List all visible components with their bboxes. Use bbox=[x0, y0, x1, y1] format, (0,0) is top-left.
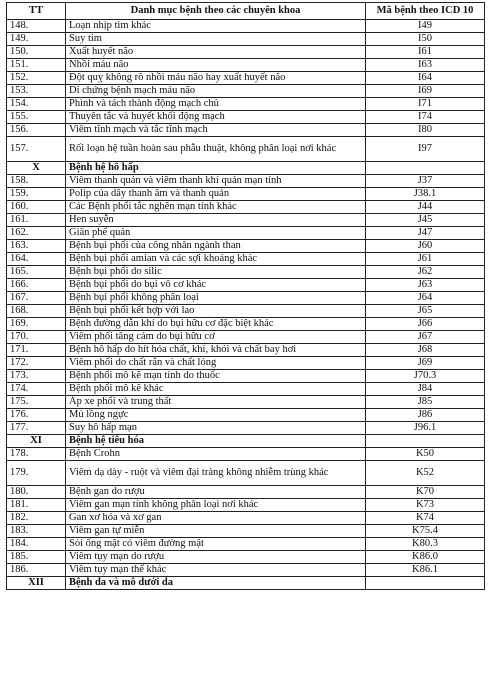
row-number: 159. bbox=[7, 188, 66, 201]
row-number: 155. bbox=[7, 111, 66, 124]
icd-code: J64 bbox=[366, 292, 485, 305]
disease-name: Bệnh Crohn bbox=[66, 448, 366, 461]
disease-name: Bệnh bụi phổi kết hợp với lao bbox=[66, 305, 366, 318]
icd-code: K86.0 bbox=[366, 551, 485, 564]
row-number: XII bbox=[7, 577, 66, 590]
table-row bbox=[7, 59, 485, 72]
icd-code: J60 bbox=[366, 240, 485, 253]
table-row bbox=[7, 188, 485, 201]
table-row bbox=[7, 396, 485, 409]
document-page bbox=[6, 2, 484, 590]
disease-name: Bệnh bụi phổi không phân loại bbox=[66, 292, 366, 305]
icd-code: J69 bbox=[366, 357, 485, 370]
table-row bbox=[7, 512, 485, 525]
table-row bbox=[7, 344, 485, 357]
disease-name: Viêm tụy mạn do rượu bbox=[66, 551, 366, 564]
icd-code: I61 bbox=[366, 46, 485, 59]
icd-disease-table bbox=[6, 2, 485, 590]
table-row bbox=[7, 357, 485, 370]
disease-name: Hen suyễn bbox=[66, 214, 366, 227]
icd-code: I80 bbox=[366, 124, 485, 137]
table-row bbox=[7, 370, 485, 383]
table-row bbox=[7, 486, 485, 499]
disease-name: Bệnh hệ tiêu hóa bbox=[66, 435, 366, 448]
row-number: 169. bbox=[7, 318, 66, 331]
row-number: X bbox=[7, 162, 66, 175]
row-number: 183. bbox=[7, 525, 66, 538]
row-number: 186. bbox=[7, 564, 66, 577]
disease-name: Suy tim bbox=[66, 33, 366, 46]
disease-name: Phình và tách thành động mạch chủ bbox=[66, 98, 366, 111]
icd-code: J62 bbox=[366, 266, 485, 279]
row-number: 163. bbox=[7, 240, 66, 253]
icd-code: I97 bbox=[366, 137, 485, 162]
row-number: 171. bbox=[7, 344, 66, 357]
table-row bbox=[7, 253, 485, 266]
table-row bbox=[7, 448, 485, 461]
icd-code: K50 bbox=[366, 448, 485, 461]
header-icd-code: Mã bệnh theo ICD 10 bbox=[366, 3, 485, 20]
icd-code bbox=[366, 435, 485, 448]
row-number: 156. bbox=[7, 124, 66, 137]
row-number: 150. bbox=[7, 46, 66, 59]
table-row bbox=[7, 564, 485, 577]
icd-code: K70 bbox=[366, 486, 485, 499]
table-row bbox=[7, 33, 485, 46]
icd-code: J65 bbox=[366, 305, 485, 318]
icd-code: I49 bbox=[366, 20, 485, 33]
table-row bbox=[7, 318, 485, 331]
table-row bbox=[7, 85, 485, 98]
icd-code: I50 bbox=[366, 33, 485, 46]
table-row bbox=[7, 422, 485, 435]
row-number: 181. bbox=[7, 499, 66, 512]
disease-name: Bệnh đường dẫn khí do bụi hữu cơ đặc biệt khác bbox=[66, 318, 366, 331]
table-row bbox=[7, 331, 485, 344]
row-number: 167. bbox=[7, 292, 66, 305]
table-row bbox=[7, 124, 485, 137]
disease-name: Viêm phổi do chất rắn và chất lỏng bbox=[66, 357, 366, 370]
icd-code: I69 bbox=[366, 85, 485, 98]
icd-code bbox=[366, 162, 485, 175]
icd-code: J37 bbox=[366, 175, 485, 188]
disease-name: Di chứng bệnh mạch máu não bbox=[66, 85, 366, 98]
disease-name: Loạn nhịp tim khác bbox=[66, 20, 366, 33]
table-row bbox=[7, 227, 485, 240]
icd-code: J96.1 bbox=[366, 422, 485, 435]
row-number: 173. bbox=[7, 370, 66, 383]
icd-code: J45 bbox=[366, 214, 485, 227]
section-row bbox=[7, 162, 485, 175]
disease-name: Bệnh phổi mô kẽ mạn tính do thuốc bbox=[66, 370, 366, 383]
row-number: 161. bbox=[7, 214, 66, 227]
disease-name: Đột quỵ không rõ nhồi máu não hay xuất huyết não bbox=[66, 72, 366, 85]
icd-code: J86 bbox=[366, 409, 485, 422]
disease-name: Giãn phế quản bbox=[66, 227, 366, 240]
table-row bbox=[7, 240, 485, 253]
disease-name: Xuất huyết não bbox=[66, 46, 366, 59]
row-number: 157. bbox=[7, 137, 66, 162]
disease-name: Viêm dạ dày - ruột và viêm đại tràng không nhiễm trùng khác bbox=[66, 461, 366, 486]
row-number: 179. bbox=[7, 461, 66, 486]
disease-name: Bệnh bụi phổi amian và các sợi khoáng khác bbox=[66, 253, 366, 266]
disease-name: Viêm tụy mạn thể khác bbox=[66, 564, 366, 577]
disease-name: Viêm gan mạn tính không phân loại nơi khác bbox=[66, 499, 366, 512]
table-row bbox=[7, 551, 485, 564]
table-row bbox=[7, 98, 485, 111]
table-row bbox=[7, 499, 485, 512]
row-number: 153. bbox=[7, 85, 66, 98]
disease-name: Sỏi ống mật có viêm đường mật bbox=[66, 538, 366, 551]
icd-code: J67 bbox=[366, 331, 485, 344]
table-row bbox=[7, 20, 485, 33]
icd-code: J85 bbox=[366, 396, 485, 409]
icd-code: J38.1 bbox=[366, 188, 485, 201]
icd-code: J61 bbox=[366, 253, 485, 266]
row-number: 185. bbox=[7, 551, 66, 564]
row-number: 178. bbox=[7, 448, 66, 461]
row-number: 166. bbox=[7, 279, 66, 292]
table-row bbox=[7, 111, 485, 124]
disease-name: Viêm gan tự miễn bbox=[66, 525, 366, 538]
row-number: 176. bbox=[7, 409, 66, 422]
row-number: XI bbox=[7, 435, 66, 448]
icd-code: J68 bbox=[366, 344, 485, 357]
disease-name: Mủ lồng ngực bbox=[66, 409, 366, 422]
table-header-row bbox=[7, 3, 485, 20]
row-number: 177. bbox=[7, 422, 66, 435]
table-row bbox=[7, 175, 485, 188]
table-row bbox=[7, 279, 485, 292]
section-row bbox=[7, 577, 485, 590]
table-row bbox=[7, 409, 485, 422]
row-number: 184. bbox=[7, 538, 66, 551]
table-row bbox=[7, 214, 485, 227]
table-row bbox=[7, 266, 485, 279]
icd-code: K86.1 bbox=[366, 564, 485, 577]
row-number: 175. bbox=[7, 396, 66, 409]
row-number: 148. bbox=[7, 20, 66, 33]
icd-code: I63 bbox=[366, 59, 485, 72]
section-row bbox=[7, 435, 485, 448]
icd-code: I71 bbox=[366, 98, 485, 111]
disease-name: Áp xe phổi và trung thất bbox=[66, 396, 366, 409]
row-number: 182. bbox=[7, 512, 66, 525]
icd-code: J66 bbox=[366, 318, 485, 331]
table-row bbox=[7, 137, 485, 162]
row-number: 174. bbox=[7, 383, 66, 396]
icd-code: J84 bbox=[366, 383, 485, 396]
disease-name: Nhồi máu não bbox=[66, 59, 366, 72]
row-number: 162. bbox=[7, 227, 66, 240]
table-row bbox=[7, 201, 485, 214]
table-row bbox=[7, 46, 485, 59]
row-number: 168. bbox=[7, 305, 66, 318]
icd-code: J47 bbox=[366, 227, 485, 240]
icd-code: I64 bbox=[366, 72, 485, 85]
disease-name: Viêm phổi tăng cảm do bụi hữu cơ bbox=[66, 331, 366, 344]
disease-name: Polip của dây thanh âm và thanh quản bbox=[66, 188, 366, 201]
icd-code: J63 bbox=[366, 279, 485, 292]
row-number: 172. bbox=[7, 357, 66, 370]
row-number: 164. bbox=[7, 253, 66, 266]
icd-code: K80.3 bbox=[366, 538, 485, 551]
disease-name: Viêm thanh quản và viêm thanh khí quản mạn tính bbox=[66, 175, 366, 188]
header-disease-list: Danh mục bệnh theo các chuyên khoa bbox=[66, 3, 366, 20]
row-number: 165. bbox=[7, 266, 66, 279]
row-number: 160. bbox=[7, 201, 66, 214]
table-row bbox=[7, 461, 485, 486]
icd-code: K74 bbox=[366, 512, 485, 525]
icd-code: J70.3 bbox=[366, 370, 485, 383]
header-tt: TT bbox=[7, 3, 66, 20]
disease-name: Bệnh bụi phổi do bụi vô cơ khác bbox=[66, 279, 366, 292]
disease-name: Bệnh gan do rượu bbox=[66, 486, 366, 499]
table-row bbox=[7, 72, 485, 85]
table-row bbox=[7, 383, 485, 396]
disease-name: Bệnh hệ hô hấp bbox=[66, 162, 366, 175]
disease-name: Bệnh bụi phổi do silic bbox=[66, 266, 366, 279]
table-row bbox=[7, 538, 485, 551]
row-number: 158. bbox=[7, 175, 66, 188]
row-number: 180. bbox=[7, 486, 66, 499]
disease-name: Bệnh hô hấp do hít hóa chất, khí, khói và chất bay hơi bbox=[66, 344, 366, 357]
icd-code: K75.4 bbox=[366, 525, 485, 538]
table-row bbox=[7, 525, 485, 538]
row-number: 152. bbox=[7, 72, 66, 85]
disease-name: Bệnh phổi mô kẽ khác bbox=[66, 383, 366, 396]
icd-code: K52 bbox=[366, 461, 485, 486]
icd-code: K73 bbox=[366, 499, 485, 512]
disease-name: Rối loạn hệ tuần hoàn sau phẫu thuật, không phân loại nơi khác bbox=[66, 137, 366, 162]
disease-name: Thuyên tắc và huyết khối động mạch bbox=[66, 111, 366, 124]
disease-name: Viêm tĩnh mạch và tắc tĩnh mạch bbox=[66, 124, 366, 137]
table-row bbox=[7, 305, 485, 318]
disease-name: Bệnh da và mô dưới da bbox=[66, 577, 366, 590]
icd-code: J44 bbox=[366, 201, 485, 214]
row-number: 170. bbox=[7, 331, 66, 344]
disease-name: Các Bệnh phổi tắc nghẽn mạn tính khác bbox=[66, 201, 366, 214]
disease-name: Gan xơ hóa và xơ gan bbox=[66, 512, 366, 525]
icd-code bbox=[366, 577, 485, 590]
disease-name: Suy hô hấp mạn bbox=[66, 422, 366, 435]
table-row bbox=[7, 292, 485, 305]
table-body bbox=[7, 20, 485, 590]
row-number: 151. bbox=[7, 59, 66, 72]
row-number: 154. bbox=[7, 98, 66, 111]
disease-name: Bệnh bụi phổi của công nhân ngành than bbox=[66, 240, 366, 253]
row-number: 149. bbox=[7, 33, 66, 46]
icd-code: I74 bbox=[366, 111, 485, 124]
